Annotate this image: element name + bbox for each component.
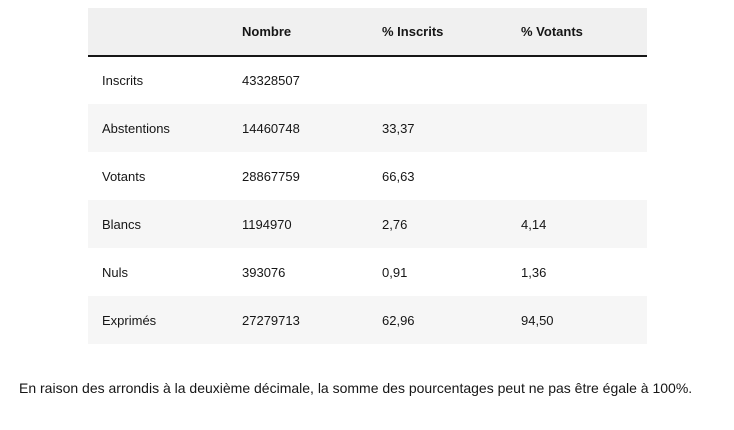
row-pct-votants: 1,36 (521, 264, 547, 280)
table-row (88, 152, 647, 200)
table-row (88, 104, 647, 152)
table-row (88, 200, 647, 248)
header-label (88, 8, 228, 56)
rounding-footnote: En raison des arrondis à la deuxième décimale, la somme des pourcentages peut ne pas être égale à 100%. (19, 380, 693, 396)
row-label: Blancs (102, 216, 142, 232)
row-label: Nuls (102, 264, 129, 280)
row-label: Inscrits (102, 73, 144, 88)
row-pct-votants: 4,14 (521, 216, 547, 232)
row-pct-inscrits: 0,91 (382, 264, 408, 280)
table-header-row (88, 8, 647, 56)
row-pct-inscrits (368, 56, 507, 104)
row-pct-votants: 94,50 (521, 312, 554, 328)
table-row (88, 56, 647, 104)
row-label: Votants (102, 168, 146, 184)
results-table-container (88, 8, 647, 344)
row-pct-inscrits: 66,63 (382, 168, 415, 184)
row-label: Exprimés (102, 312, 157, 328)
row-pct-inscrits: 2,76 (382, 216, 408, 232)
header-pct-inscrits: % Inscrits (382, 24, 444, 39)
results-table (88, 8, 647, 344)
row-label: Abstentions (102, 120, 170, 136)
row-nombre: 43328507 (242, 73, 300, 88)
row-pct-votants (507, 152, 647, 200)
row-nombre: 27279713 (242, 312, 300, 328)
header-nombre: Nombre (242, 24, 292, 39)
row-pct-inscrits: 62,96 (382, 312, 415, 328)
row-nombre: 14460748 (242, 120, 300, 136)
table-row (88, 296, 647, 344)
row-nombre: 393076 (242, 264, 286, 280)
row-nombre: 28867759 (242, 168, 300, 184)
header-pct-votants: % Votants (521, 24, 583, 39)
row-pct-votants (507, 104, 647, 152)
row-nombre: 1194970 (242, 216, 292, 232)
table-row (88, 248, 647, 296)
row-pct-votants (507, 56, 647, 104)
row-pct-inscrits: 33,37 (382, 120, 415, 136)
